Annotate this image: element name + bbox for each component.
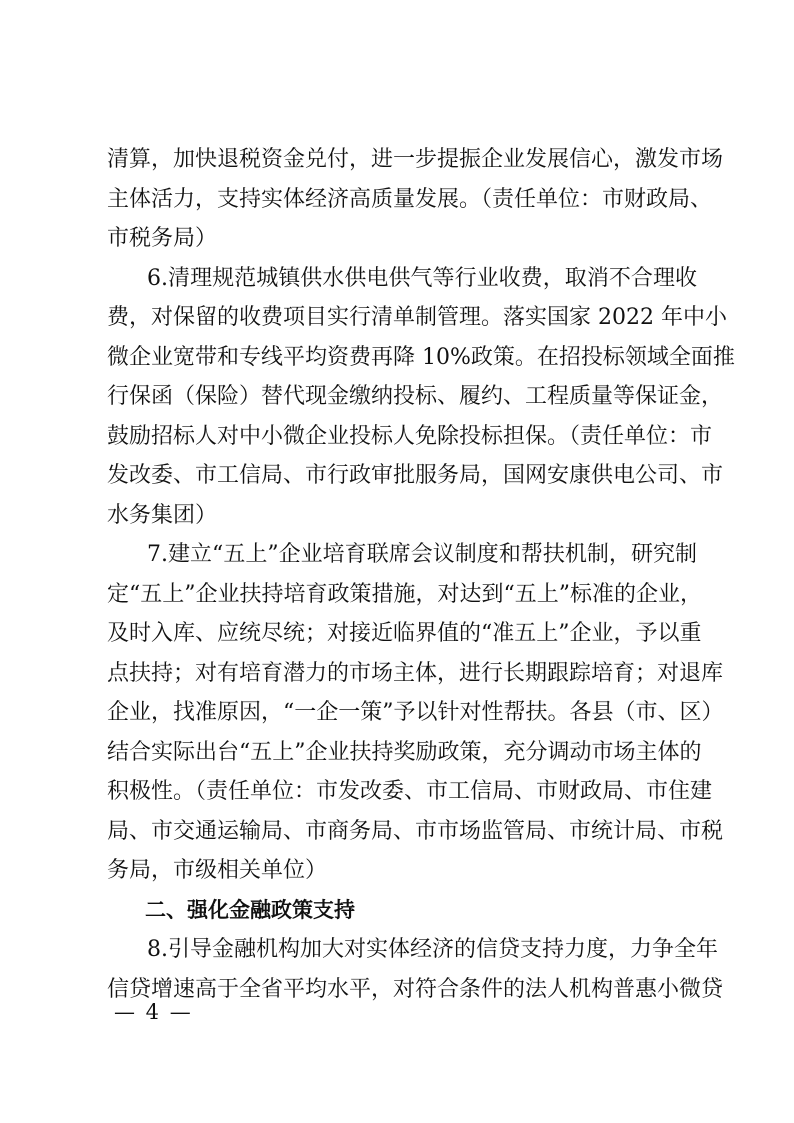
page-number: — 4 — bbox=[114, 1000, 193, 1024]
paragraph-group bbox=[107, 140, 735, 891]
text-line: 行保函（保险）替代现金缴纳投标、履约、工程质量等保证金， bbox=[107, 384, 724, 409]
text-line: 点扶持；对有培育潜力的市场主体，进行长期跟踪培育；对退库 bbox=[107, 660, 724, 686]
text-line: 及时入库、应统尽统；对接近临界值的“准五上”企业，予以重 bbox=[107, 621, 702, 646]
text-line: 信贷增速高于全省平均水平，对符合条件的法人机构普惠小微贷 bbox=[107, 976, 724, 1002]
text-line: 企业，找准原因，“一企一策”予以针对性帮扶。各县（市、区） bbox=[107, 700, 724, 725]
text-line: 结合实际出台“五上”企业扶持奖励政策，充分调动市场主体的 bbox=[107, 739, 702, 765]
text-line: 8.引导金融机构加大对实体经济的信贷支持力度，力争全年 bbox=[147, 937, 718, 962]
text-line: 务局，市级相关单位） bbox=[107, 858, 328, 883]
text-line: 主体活力，支持实体经济高质量发展。（责任单位：市财政局、 bbox=[107, 186, 713, 212]
section-heading: 二、强化金融政策支持 bbox=[145, 897, 355, 922]
text-line: 水务集团） bbox=[107, 502, 218, 528]
text-line: 清算，加快退税资金兑付，进一步提振企业发展信心，激发市场 bbox=[107, 147, 724, 172]
text-line: 7.建立“五上”企业培育联席会议制度和帮扶机制，研究制 bbox=[147, 542, 697, 567]
body-text bbox=[107, 140, 735, 1009]
text-line: 积极性。（责任单位：市发改委、市工信局、市财政局、市住建 bbox=[107, 779, 713, 804]
paragraph-group bbox=[107, 930, 724, 1009]
text-line: 定“五上”企业扶持培育政策措施，对达到“五上”标准的企业， bbox=[107, 581, 702, 607]
text-line: 6.清理规范城镇供水供电供气等行业收费，取消不合理收 bbox=[147, 265, 697, 291]
text-line: 费，对保留的收费项目实行清单制管理。落实国家 2022 年中小 bbox=[107, 305, 727, 330]
text-line: 微企业宽带和专线平均资费再降 10%政策。在招投标领域全面推 bbox=[107, 344, 735, 370]
text-line: 发改委、市工信局、市行政审批服务局，国网安康供电公司、市 bbox=[107, 463, 724, 488]
text-line: 市税务局） bbox=[107, 226, 218, 251]
text-line: 鼓励招标人对中小微企业投标人免除投标担保。（责任单位：市 bbox=[107, 423, 713, 449]
text-line: 局、市交通运输局、市商务局、市市场监管局、市统计局、市税 bbox=[107, 818, 724, 844]
